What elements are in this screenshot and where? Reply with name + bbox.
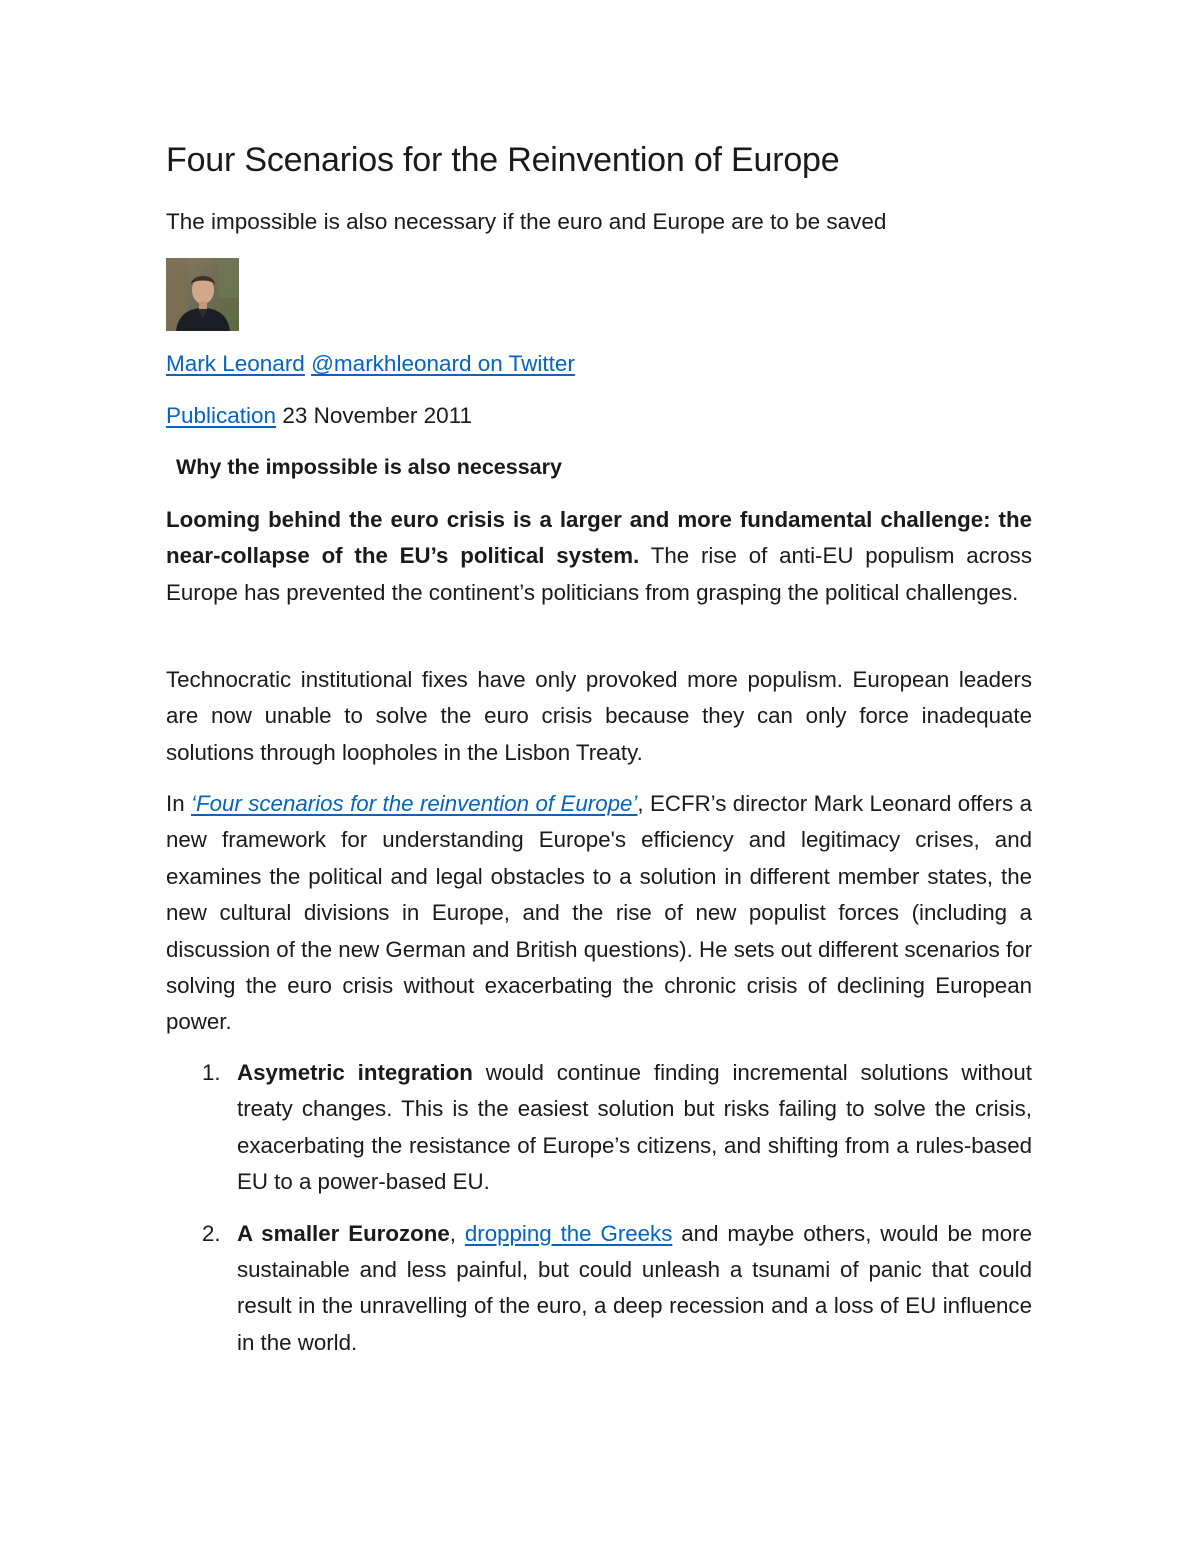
paragraph-scenarios-prefix: In [166,791,192,816]
scenario-list [166,1055,1032,1361]
paragraph-intro-bold: Looming behind the euro crisis is a larger and more fundamental challenge: the near-collapse of the EU’s political system. [166,507,1032,569]
list-item-bold: A smaller Eurozone [237,1220,450,1246]
twitter-link[interactable]: @markhleonard on Twitter [311,351,575,376]
list-item-comma: , [449,1220,465,1246]
section-heading: Why the impossible is also necessary [176,455,562,479]
report-link[interactable]: ‘Four scenarios for the reinvention of Europe’ [191,791,638,816]
greeks-link[interactable]: dropping the Greeks [464,1220,673,1246]
paragraph-intro [166,502,1032,611]
author-line [166,351,575,377]
list-number: 1. [202,1060,221,1085]
list-item-bold: Asymetric integration [237,1060,473,1085]
paragraph-intro-text: The rise of anti-EU populism across Europe has prevented the continent’s politicians from grasping the political challenges. [166,543,1032,605]
author-portrait-image [166,258,239,331]
article-subtitle: The impossible is also necessary if the euro and Europe are to be saved [166,209,887,234]
list-item-text: would continue finding incremental solutions without treaty changes. This is the easiest solution but risks failing to solve the crisis, exacerbating the resistance of Europe’s citizens, and shifting from a rules-based EU to a power-based EU. [237,1060,1033,1195]
publication-date: 23 November 2011 [282,403,473,428]
paragraph-technocratic: Technocratic institutional fixes have only provoked more populism. European leaders are now unable to solve the euro crisis because they can only force inadequate solutions through loopholes in the Lisbon Treaty. [166,667,1032,765]
list-item [166,1055,1032,1201]
list-item [166,1216,1032,1362]
paragraph-scenarios-text: , ECFR’s director Mark Leonard offers a new framework for understanding Europe's efficiency and legitimacy crises, and examines the political and legal obstacles to a solution in different member states, the new cultural divisions in Europe, and the rise of new populist forces (including a discussion of the new German and British questions). He sets out different scenarios for solving the euro crisis without exacerbating the chronic crisis of declining European power. [166,791,1032,1035]
list-item-text: and maybe others, would be more sustainable and less painful, but could unleash a tsunami of panic that could result in the unravelling of the euro, a deep recession and a loss of EU influence in the world. [237,1220,1032,1355]
publication-link[interactable]: Publication [166,403,277,428]
author-photo [166,258,239,331]
publication-line [166,403,472,429]
author-link[interactable]: Mark Leonard [166,351,305,376]
list-number: 2. [202,1220,221,1246]
paragraph-scenarios [166,786,1032,1041]
article-title: Four Scenarios for the Reinvention of Europe [166,141,840,179]
